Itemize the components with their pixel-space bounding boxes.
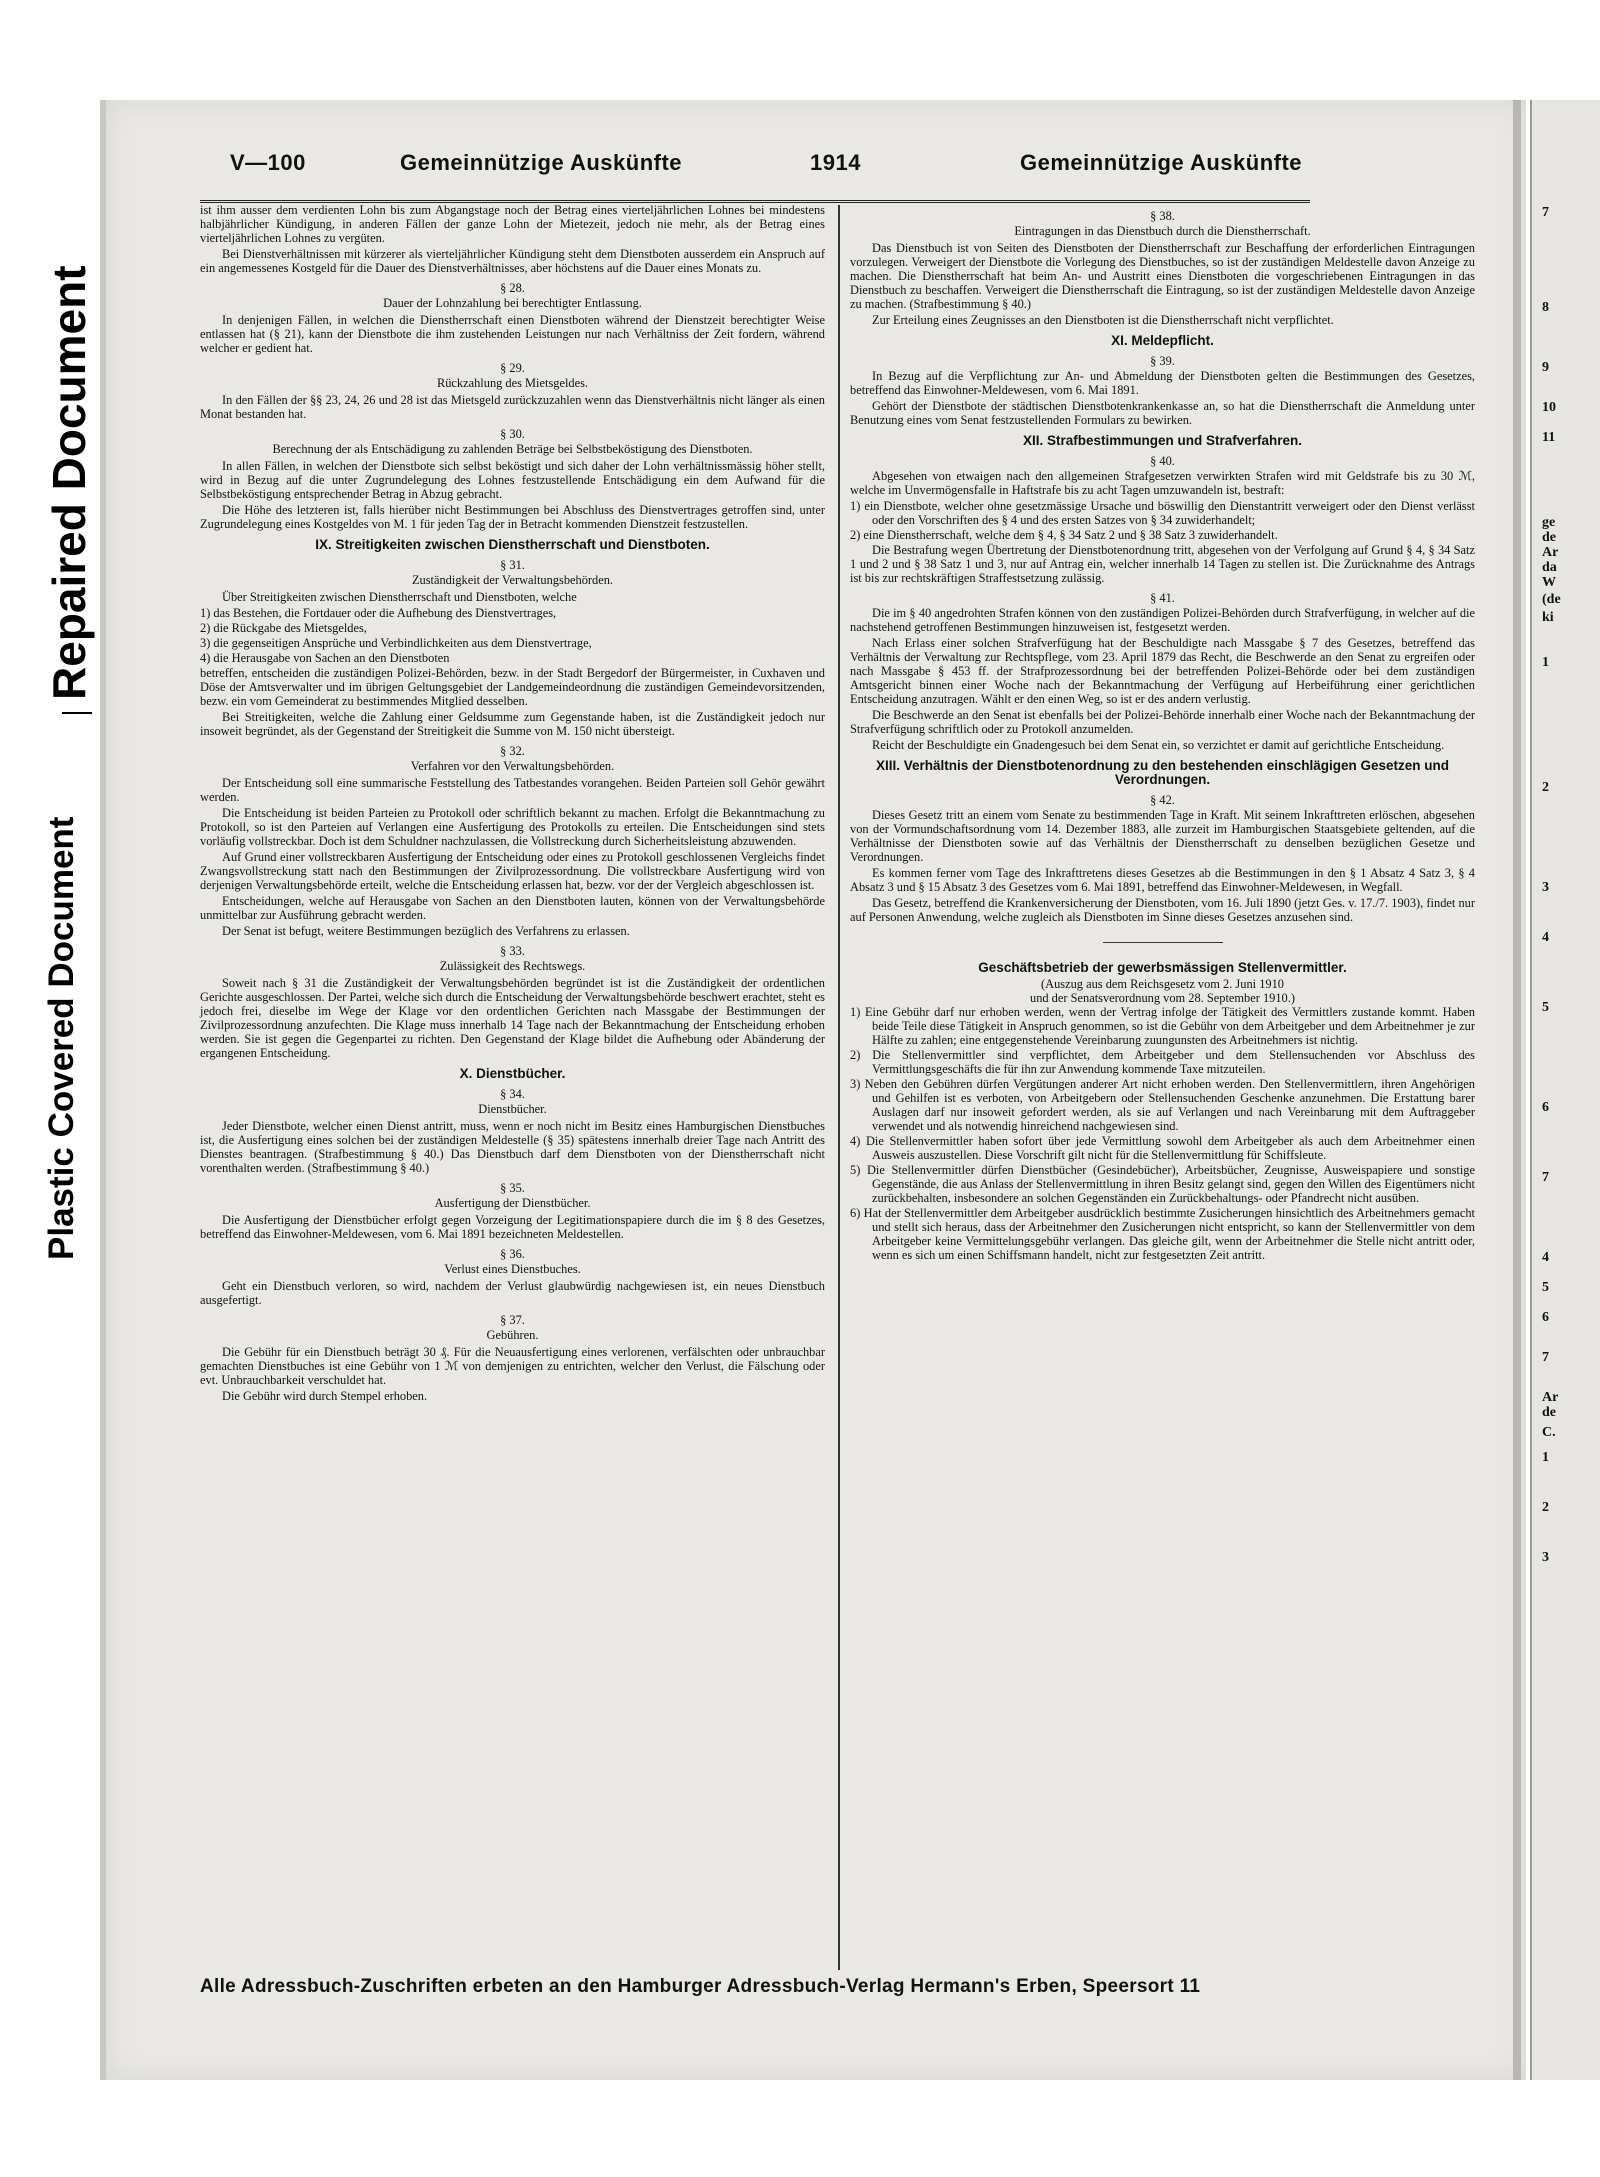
- list-item: 4) Die Stellenvermittler haben sofort über jede Vermittlung sowohl dem Arbeitgeber als auch dem Arbeitnehmer einen Ausweis auszustellen. Diese Vorschrift gilt nicht für die Stellenvermittlung für Schiffsleute.: [850, 1134, 1475, 1162]
- list-item: 6) Hat der Stellenvermittler dem Arbeitgeber ausdrücklich bestimmte Zusicherungen hinsichtlich des Arbeitnehmers gemacht und stellt sich heraus, dass der Arbeitnehmer den Zusicherungen nicht entspricht, so kann der Stellenvermittler von dem Arbeitgeber keine Vermittelungsgebühr verlangen. Das gleiche gilt, wenn der Arbeitnehmer die Stelle nicht antritt oder, wenn es sich um einen Schiffsmann handelt, nicht zur festgesetzten Zeit antritt.: [850, 1206, 1475, 1262]
- section-title: Dauer der Lohnzahlung bei berechtigter Entlassung.: [383, 296, 642, 310]
- paragraph: In Bezug auf die Verpflichtung zur An- und Abmeldung der Dienstboten gelten die Bestimmungen des Gesetzes, betreffend das Einwohner-Meldewesen, vom 6. Mai 1891.: [850, 369, 1475, 397]
- paragraph: Über Streitigkeiten zwischen Dienstherrschaft und Dienstboten, welche: [222, 590, 577, 604]
- chapter-heading: X. Dienstbücher.: [459, 1066, 566, 1081]
- list-item: 3) die gegenseitigen Ansprüche und Verbindlichkeiten aus dem Dienstvertrage,: [200, 636, 592, 650]
- chapter-heading: XII. Strafbestimmungen und Strafverfahren.: [1022, 433, 1303, 448]
- chapter-heading: XIII. Verhältnis der Dienstbotenordnung zu den bestehenden einschlägigen Gesetzen und Verordnungen.: [875, 758, 1450, 787]
- section-title: Dienstbücher.: [478, 1102, 547, 1116]
- header-year: 1914: [810, 150, 861, 175]
- paragraph: Nach Erlass einer solchen Strafverfügung hat der Beschuldigte nach Massgabe § 7 des Gesetzes, betreffend das Verhältnis der Verwaltung zur Rechtspflege, vom 23. April 1879 das Recht, die Beschwerde an den Senat zu ergreifen oder nach Massgabe § 453 ff. der Strafprozessordnung bei der betreffenden Polizei-Behörde oder bei dem zuständigen Amtsgericht binnen einer Woche nach der Bekanntmachung der Verfügung auf Herbeiführung einer gerichtlichen Entscheidung anzutragen. Wählt er den einen Weg, so ist er des andern verlustig.: [850, 636, 1475, 706]
- list-item: 1) Eine Gebühr darf nur erhoben werden, wenn der Vertrag infolge der Tätigkeit des Vermittlers zustande kommt. Haben beide Teile diese Tätigkeit in Anspruch genommen, so ist die Gebühr von dem Arbeitgeber und dem Arbeitnehmer je zur Hälfte zu zahlen; eine entgegenstehende Vereinbarung zuungunsten des Arbeitnehmers ist nichtig.: [850, 1005, 1475, 1047]
- margin-mark: 7: [1542, 1170, 1549, 1185]
- section-number: § 41.: [1150, 591, 1175, 605]
- list-item: 3) Neben den Gebühren dürfen Vergütungen anderer Art nicht erhoben werden. Den Stellenvermittlern, ihren Angehörigen und Gehilfen ist es verboten, von Arbeitgebern oder Stellensuchenden Geschenke anzunehmen. Die Erstattung barer Auslagen darf nur insoweit gefordert werden, als sie auf Verlangen und nach Vereinbarung mit dem Auftraggeber verwendet und als notwendig hinreichend nachgewiesen sind.: [850, 1077, 1475, 1133]
- section-number: § 33.: [500, 944, 525, 958]
- section-number: § 36.: [500, 1247, 525, 1261]
- margin-mark: 6: [1542, 1310, 1549, 1325]
- paragraph: Abgesehen von etwaigen nach den allgemeinen Strafgesetzen verwirkten Strafen wird mit Geldstrafe bis zu 30 ℳ, welche im Unvermögensfalle in Haftstrafe bis zu acht Tagen umzuwandeln ist, bestraft:: [850, 469, 1475, 497]
- section-title: Zuständigkeit der Verwaltungsbehörden.: [411, 573, 614, 587]
- paragraph: Die Höhe des letzteren ist, falls hierüber nicht Bestimmungen bei Abschluss des Dienstvertrages getroffen sind, unter Zugrundelegung eines Kostgeldes von M. 1 für jeden Tag der in Betracht kommenden Dienstzeit festzustellen.: [200, 503, 825, 531]
- margin-mark: 4: [1542, 1250, 1549, 1265]
- section-title: Berechnung der als Entschädigung zu zahlenden Beträge bei Selbstbeköstigung des Dienstboten.: [272, 442, 753, 456]
- margin-mark: 4: [1542, 930, 1549, 945]
- paragraph: Gehört der Dienstbote der städtischen Dienstbotenkrankenkasse an, so hat die Dienstherrschaft die Anmeldung unter Benutzung eines vom Senat festzustellenden Formulars zu bewirken.: [850, 399, 1475, 427]
- margin-mark: 2: [1542, 1500, 1549, 1515]
- paragraph: Die Bestrafung wegen Übertretung der Dienstbotenordnung tritt, abgesehen von der Verfolgung auf Grund § 4, § 34 Satz 1 und 2 und § 38 Satz 1 und 3, nur auf Antrag ein, welcher innerhalb 14 Tagen zu stellen ist. Die Zurücknahme des Antrags ist bis zur rechtskräftigen Straffestsetzung zulässig.: [850, 543, 1475, 585]
- paragraph: Zur Erteilung eines Zeugnisses an den Dienstboten ist die Dienstherrschaft nicht verpflichtet.: [872, 313, 1334, 327]
- chapter-heading: IX. Streitigkeiten zwischen Dienstherrschaft und Dienstboten.: [315, 537, 710, 552]
- margin-mark: (de: [1542, 592, 1561, 607]
- list-item: 1) das Bestehen, die Fortdauer oder die Aufhebung des Dienstvertrages,: [200, 606, 557, 620]
- paragraph: Die Gebühr wird durch Stempel erhoben.: [222, 1389, 428, 1403]
- paragraph: Der Entscheidung soll eine summarische Feststellung des Tatbestandes vorangehen. Beiden Parteien soll Gehör gewährt werden.: [200, 776, 825, 804]
- paragraph: Auf Grund einer vollstreckbaren Ausfertigung der Entscheidung oder eines zu Protokoll geschlossenen Vergleichs findet Zwangsvollstreckung statt nach den Bestimmungen der Zivilprozessordnung. Die vollstreckbare Ausfertigung wird von derjenigen Verwaltungsbehörde erteilt, welche die Entscheidung erlassen hat, bezw. vor der der Vergleich abgeschlossen ist.: [200, 850, 825, 892]
- margin-mark: 11: [1542, 430, 1556, 445]
- section-number: § 31.: [500, 558, 525, 572]
- margin-mark: de: [1542, 1405, 1556, 1420]
- section-title: Eintragungen in das Dienstbuch durch die Dienstherrschaft.: [1014, 224, 1311, 238]
- section-number: § 29.: [500, 361, 525, 375]
- margin-mark: 7: [1542, 205, 1549, 220]
- notice-subtitle: (Auszug aus dem Reichsgesetz vom 2. Juni 1910: [1041, 977, 1284, 991]
- list-item: 5) Die Stellenvermittler dürfen Dienstbücher (Gesindebücher), Arbeitsbücher, Zeugnisse, Ausweispapiere und sonstige Gegenstände, die aus Anlass der Stellenvermittlung in ihren Besitz gelangt sind, gegen den Willen des Eigentümers nicht zurückbehalten, insbesondere an solchen Gegenständen ein Zurückbehaltungs- oder Pfandrecht nicht ausüben.: [850, 1163, 1475, 1205]
- paragraph: Bei Streitigkeiten, welche die Zahlung einer Geldsumme zum Gegenstande haben, ist die Zuständigkeit jedoch nur insoweit begründet, als der Gegenstand der Streitigkeit die Summe von M. 150 nicht übersteigt.: [200, 710, 825, 738]
- list-item: 1) ein Dienstbote, welcher ohne gesetzmässige Ursache und böswillig den Dienstantritt verweigert oder den Dienst verlässt oder den Vorschriften des § 4 und des ersten Satzes von § 34 zuwiderhandelt;: [850, 499, 1475, 527]
- list-item: 2) Die Stellenvermittler sind verpflichtet, dem Arbeitgeber und dem Stellensuchenden vor Abschluss des Vermittlungsgeschäfts die für ihn zur Anwendung kommende Taxe mitzuteilen.: [850, 1048, 1475, 1076]
- margin-mark: 10: [1542, 400, 1556, 415]
- margin-mark: 7: [1542, 1350, 1549, 1365]
- section-number: § 34.: [500, 1087, 525, 1101]
- section-separator: [1103, 942, 1223, 943]
- section-title: Rückzahlung des Mietsgeldes.: [436, 376, 589, 390]
- paragraph: In denjenigen Fällen, in welchen die Dienstherrschaft einen Dienstboten während der Dienstzeit berechtigter Weise entlassen hat (§ 21), kann der Dienstbote die ihm zustehenden Leistungen nur nach Verhältniss der Zeit fordern, während welcher er gedient hat.: [200, 313, 825, 355]
- paragraph: Das Gesetz, betreffend die Krankenversicherung der Dienstboten, vom 16. Juli 1890 (jetzt Ges. v. 17./7. 1903), findet nur auf Personen Anwendung, welche zugleich als Dienstboten im Sinne dieses Gesetzes anzusehen sind.: [850, 896, 1475, 924]
- margin-mark: 6: [1542, 1100, 1549, 1115]
- column-divider: [838, 205, 840, 1970]
- section-title: Zulässigkeit des Rechtswegs.: [439, 959, 586, 973]
- label-divider: [62, 712, 92, 714]
- margin-mark: ge: [1542, 515, 1556, 530]
- adjacent-page-margin: [1530, 100, 1600, 2080]
- paragraph: Das Dienstbuch ist von Seiten des Dienstboten der Dienstherrschaft zur Beschaffung der erforderlichen Eintragungen vorzulegen. Verweigert der Dienstbote die Vorlegung des Dienstbuches, so ist der zuständigen Meldestelle davon Anzeige zu machen. Die Dienstherrschaft hat beim An- und Austritt eines Dienstboten die vorgeschriebenen Eintragungen in das Dienstbuch zu beschaffen. Verweigert die Dienstherrschaft die Eintragung, so ist der zuständigen Meldestelle davon Anzeige zu machen. (Strafbestimmung § 40.): [850, 241, 1475, 311]
- list-item: 4) die Herausgabe von Sachen an den Dienstboten: [200, 651, 450, 665]
- paragraph: Bei Dienstverhältnissen mit kürzerer als vierteljährlicher Kündigung steht dem Dienstboten ausserdem ein Anspruch auf ein angemessenes Kostgeld für die Dauer des Dienstverhältnisses, aber höchstens auf die Dauer eines Monats zu.: [200, 247, 825, 275]
- list-item: 2) die Rückgabe des Mietsgeldes,: [200, 621, 367, 635]
- notice-title: Geschäftsbetrieb der gewerbsmässigen Stellenvermittler.: [978, 960, 1347, 975]
- paragraph: Entscheidungen, welche auf Herausgabe von Sachen an den Dienstboten lauten, können von der Verwaltungsbehörde unmittelbar zur Ausführung gebracht werden.: [200, 894, 825, 922]
- margin-mark: 5: [1542, 1000, 1549, 1015]
- header-title-left: Gemeinnützige Auskünfte: [400, 150, 683, 175]
- page-edge: [1513, 100, 1521, 2080]
- paragraph: In allen Fällen, in welchen der Dienstbote sich selbst beköstigt und sich daher der Lohn verhältnissmässig höher stellt, wird in Bezug auf die unter Zugrundelegung des Lohnes festzustellende Entschädigung ein dem Aufwand für die Selbstbeköstigung entsprechender Betrag in Abzug gebracht.: [200, 459, 825, 501]
- section-number: § 42.: [1150, 793, 1175, 807]
- chapter-heading: XI. Meldepflicht.: [1111, 333, 1214, 348]
- section-number: § 39.: [1150, 354, 1175, 368]
- margin-mark: ki: [1542, 610, 1554, 625]
- paragraph: Soweit nach § 31 die Zuständigkeit der Verwaltungsbehörden begründet ist ist die Zuständigkeit der ordentlichen Gerichte ausgeschlossen. Der Partei, welche sich durch die Entscheidung der Verwaltungsbehörde beschwert erachtet, steht es jedoch frei, dieselbe im Wege der Klage vor den ordentlichen Gerichten nach Massgabe der Bestimmungen der Zivilprozessordnung anzufechten. Die Klage muss innerhalb 14 Tage nach der Bekanntmachung der Entscheidung erhoben werden. Sie ist gegen die Gegenpartei zu richten. Den Gegenstand der Klage bildet die Aufhebung oder Abänderung der ergangenen Entscheidung.: [200, 976, 825, 1060]
- margin-mark: 9: [1542, 360, 1549, 375]
- notice-subtitle: und der Senatsverordnung vom 28. September 1910.): [1030, 991, 1295, 1005]
- archive-label-strip: [0, 0, 100, 1290]
- page-number: V—100: [230, 150, 306, 175]
- section-number: § 38.: [1150, 209, 1175, 223]
- paragraph: In den Fällen der §§ 23, 24, 26 und 28 ist das Mietsgeld zurückzuzahlen wenn das Dienstverhältnis nicht länger als einen Monat bestanden hat.: [200, 393, 825, 421]
- margin-mark: W: [1542, 575, 1556, 590]
- paragraph: betreffen, entscheiden die zuständigen Polizei-Behörden, bezw. in der Stadt Bergedorf der Bürgermeister, in Cuxhaven und Döse der Amtsverwalter und im übrigen Geltungsgebiet der Landgemeindeordnung die zuständigen Gemeindevorsitzenden, bezw. ein vom Gemeinderat zu bestimmendes Mitglied desselben.: [200, 666, 825, 708]
- margin-mark: C.: [1542, 1425, 1556, 1440]
- paragraph: Reicht der Beschuldigte ein Gnadengesuch bei dem Senat ein, so verzichtet er damit auf gerichtliche Entscheidung.: [872, 738, 1445, 752]
- margin-mark: 8: [1542, 300, 1549, 315]
- footer-notice: Alle Adressbuch-Zuschriften erbeten an den Hamburger Adressbuch-Verlag Hermann's Erben, Speersort 11: [200, 1976, 1201, 1997]
- plastic-covered-label: Plastic Covered Document: [42, 816, 81, 1260]
- left-column: [200, 203, 825, 1405]
- header-title-right: Gemeinnützige Auskünfte: [1020, 150, 1303, 175]
- section-title: Ausfertigung der Dienstbücher.: [434, 1196, 591, 1210]
- margin-mark: 5: [1542, 1280, 1549, 1295]
- paragraph: Es kommen ferner vom Tage des Inkrafttretens dieses Gesetzes ab die Bestimmungen in den § 1 Absatz 4 Satz 3, § 4 Absatz 3 und § 15 Absatz 3 des Gesetzes vom 6. Mai 1891, betreffend das Einwohner-Meldewesen, in Wegfall.: [850, 866, 1475, 894]
- right-column: [850, 203, 1475, 1263]
- margin-mark: 3: [1542, 1550, 1549, 1565]
- paragraph: Geht ein Dienstbuch verloren, so wird, nachdem der Verlust glaubwürdig nachgewiesen ist, ein neues Dienstbuch ausgefertigt.: [200, 1279, 825, 1307]
- section-title: Verfahren vor den Verwaltungsbehörden.: [410, 759, 615, 773]
- paragraph: Die im § 40 angedrohten Strafen können von den zuständigen Polizei-Behörden durch Strafverfügung, in welcher auf die nachstehend getroffenen Bestimmungen hinzuweisen ist, festgesetzt werden.: [850, 606, 1475, 634]
- page-header: [200, 150, 1310, 180]
- margin-mark: Ar: [1542, 545, 1559, 560]
- paragraph: Die Ausfertigung der Dienstbücher erfolgt gegen Vorzeigung der Legitimationspapiere durch die im § 8 des Gesetzes, betreffend das Einwohner-Meldewesen, vom 6. Mai 1891 bezeichneten Meldestellen.: [200, 1213, 825, 1241]
- margin-mark: Ar: [1542, 1390, 1559, 1405]
- margin-mark: 2: [1542, 780, 1549, 795]
- section-number: § 40.: [1150, 454, 1175, 468]
- repaired-document-label: Repaired Document: [43, 265, 95, 700]
- list-item: 2) eine Dienstherrschaft, welche dem § 4, § 34 Satz 2 und § 38 Satz 3 zuwiderhandelt.: [850, 528, 1278, 542]
- paragraph: Die Entscheidung ist beiden Parteien zu Protokoll oder schriftlich bekannt zu machen. Erfolgt die Bekanntmachung zu Protokoll, so ist den Parteien auf Verlangen eine Ausfertigung des Protokolls zu erteilen. Die Entscheidungen sind stets vorläufig vollstreckbar. Doch ist dem Schuldner nachzulassen, die Vollstreckung durch Sicherheitsleistung abzuwenden.: [200, 806, 825, 848]
- section-number: § 35.: [500, 1181, 525, 1195]
- margin-mark: 1: [1542, 1450, 1549, 1465]
- paragraph: ist ihm ausser dem verdienten Lohn bis zum Abgangstage noch der Betrag eines vierteljährlichen Lohnes bei mindestens halbjährlicher Kündigung, in anderen Fällen der ganze Lohn der Mietezeit, jedoch nie mehr, als der Betrag eines vierteljährlichen Lohnes zu vergüten.: [200, 203, 825, 245]
- margin-mark: de: [1542, 530, 1556, 545]
- paragraph: Der Senat ist befugt, weitere Bestimmungen bezüglich des Verfahrens zu erlassen.: [222, 924, 630, 938]
- section-number: § 32.: [500, 744, 525, 758]
- margin-mark: 3: [1542, 880, 1549, 895]
- paragraph: Dieses Gesetz tritt an einem vom Senate zu bestimmenden Tage in Kraft. Mit seinem Inkrafttreten erlöschen, abgesehen von der Vormundschaftsordnung vom 14. Dezember 1883, alle zurzeit im Hamburgischen Staatsgebiete geltenden, auf die Verhältnisse der Dienstboten sowie auf das Verhältnis der Dienstherrschaft zu denselben bezüglichen Gesetze und Verordnungen.: [850, 808, 1475, 864]
- section-title: Gebühren.: [486, 1328, 539, 1342]
- section-number: § 30.: [500, 427, 525, 441]
- paragraph: Jeder Dienstbote, welcher einen Dienst antritt, muss, wenn er noch nicht im Besitz eines Hamburgischen Dienstbuches ist, die Ausfertigung eines solchen bei der zuständigen Meldestelle (§ 35) spätestens innerhalb dreier Tage nach Antritt des Dienstes beantragen. (Strafbestimmung § 40.) Das Dienstbuch darf dem Dienstboten von der Dienstherrschaft nicht vorenthalten werden. (Strafbestimmung § 40.): [200, 1119, 825, 1175]
- margin-mark: 1: [1542, 655, 1549, 670]
- section-number: § 28.: [500, 281, 525, 295]
- section-number: § 37.: [500, 1313, 525, 1327]
- section-title: Verlust eines Dienstbuches.: [444, 1262, 581, 1276]
- paragraph: Die Beschwerde an den Senat ist ebenfalls bei der Polizei-Behörde innerhalb einer Woche nach der Bekanntmachung der Strafverfügung schriftlich oder zu Protokoll anzumelden.: [850, 708, 1475, 736]
- margin-mark: da: [1542, 560, 1557, 575]
- paragraph: Die Gebühr für ein Dienstbuch beträgt 30 ₰. Für die Neuausfertigung eines verlorenen, verfälschten oder unbrauchbar gemachten Dienstbuches ist eine Gebühr von 1 ℳ von demjenigen zu entrichten, welcher den Verlust, die Fälschung oder evt. Unbrauchbarkeit verschuldet hat.: [200, 1345, 825, 1387]
